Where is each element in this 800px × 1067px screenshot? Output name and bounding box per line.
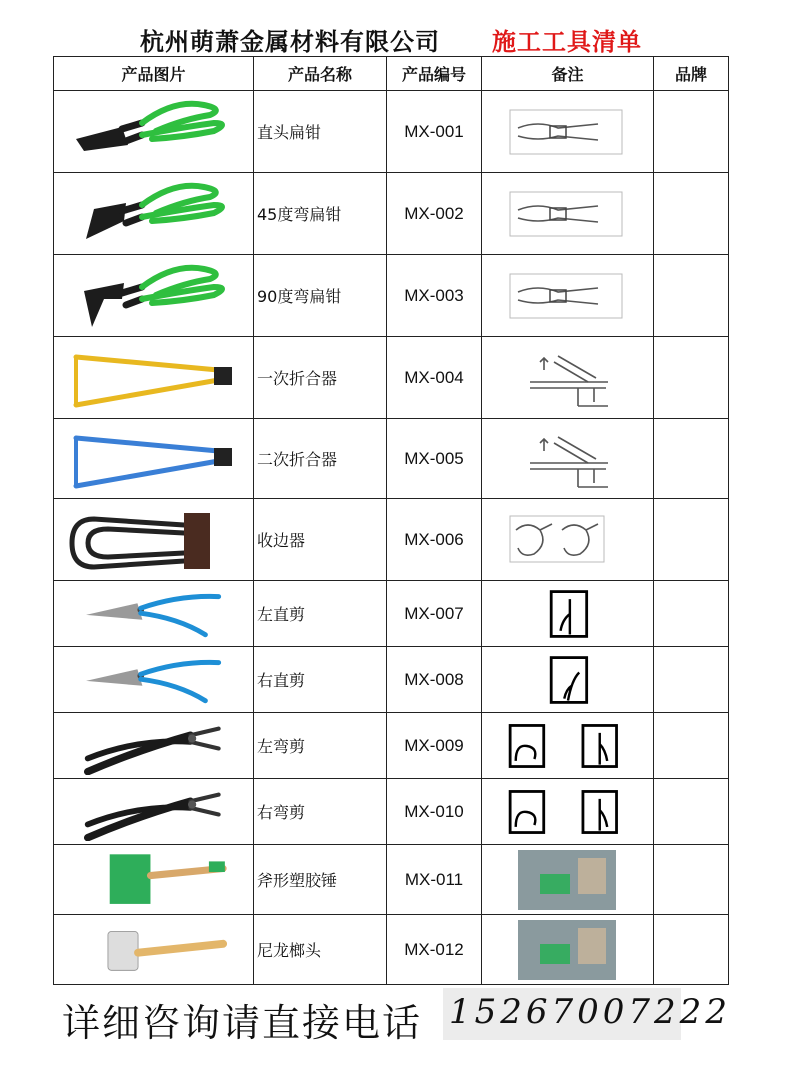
product-image-cell	[54, 337, 254, 419]
hammer-usage-photo-icon	[488, 920, 648, 980]
product-name: 左弯剪	[257, 737, 306, 756]
brand-cell	[654, 91, 729, 173]
product-name-cell	[254, 915, 387, 985]
product-name: 左直剪	[257, 605, 306, 624]
product-code: MX-011	[404, 869, 464, 889]
column-header-brand: 品牌	[654, 57, 729, 91]
left-curved-shears-icon	[64, 717, 244, 775]
brand-cell	[654, 713, 729, 779]
note-cell	[482, 173, 654, 255]
tool-list-table	[53, 56, 729, 985]
contact-text: 详细咨询请直接电话	[62, 1001, 423, 1045]
product-code-cell	[387, 91, 482, 173]
brand-cell	[654, 499, 729, 581]
right-straight-snips-icon	[64, 651, 244, 709]
phone-number: 15267007222	[449, 992, 731, 1032]
brand-cell	[654, 915, 729, 985]
product-code: MX-004	[404, 367, 464, 387]
product-name-cell	[254, 845, 387, 915]
product-image-cell	[54, 91, 254, 173]
document-header	[0, 22, 800, 58]
note-cell	[482, 419, 654, 499]
product-code: MX-009	[404, 735, 464, 755]
product-name-cell	[254, 581, 387, 647]
product-name-cell	[254, 647, 387, 713]
product-name: 收边器	[257, 531, 306, 550]
table-row	[54, 647, 729, 713]
bent-45-flat-pliers-icon	[64, 177, 244, 251]
product-code-cell	[387, 337, 482, 419]
brand-cell	[654, 647, 729, 713]
right-cut-diagram-icon	[488, 652, 648, 708]
brand-cell	[654, 845, 729, 915]
product-image-cell	[54, 581, 254, 647]
brand-cell	[654, 173, 729, 255]
product-name: 尼龙榔头	[257, 941, 322, 960]
table-row	[54, 337, 729, 419]
note-cell	[482, 499, 654, 581]
product-code-cell	[387, 713, 482, 779]
product-code-cell	[387, 499, 482, 581]
second-folder-tool-icon	[64, 423, 244, 495]
product-image-cell	[54, 845, 254, 915]
product-name-cell	[254, 779, 387, 845]
product-code: MX-003	[404, 285, 464, 305]
product-code: MX-005	[404, 448, 464, 468]
column-header-image: 产品图片	[54, 57, 254, 91]
product-image-cell	[54, 779, 254, 845]
product-name: 右直剪	[257, 671, 306, 690]
note-cell	[482, 713, 654, 779]
seam-diagram-icon	[488, 260, 648, 332]
brand-cell	[654, 581, 729, 647]
product-code-cell	[387, 915, 482, 985]
column-header-name: 产品名称	[254, 57, 387, 91]
first-folder-tool-icon	[64, 341, 244, 415]
product-name-cell	[254, 337, 387, 419]
table-row	[54, 713, 729, 779]
product-code-cell	[387, 647, 482, 713]
table-body	[54, 91, 729, 985]
table-row	[54, 91, 729, 173]
product-code: MX-007	[404, 603, 464, 623]
bent-90-flat-pliers-icon	[64, 259, 244, 333]
hook-profile-diagram-icon	[488, 504, 648, 576]
company-name: 杭州萌萧金属材料有限公司	[140, 28, 440, 56]
product-image-cell	[54, 499, 254, 581]
note-cell	[482, 337, 654, 419]
document-title: 施工工具清单	[492, 28, 642, 56]
product-image-cell	[54, 915, 254, 985]
product-code-cell	[387, 255, 482, 337]
brand-cell	[654, 337, 729, 419]
product-name: 右弯剪	[257, 803, 306, 822]
table-row	[54, 255, 729, 337]
table-header-row	[54, 57, 729, 91]
nylon-hammer-icon	[64, 919, 244, 981]
seam-diagram-icon	[488, 178, 648, 250]
note-cell	[482, 779, 654, 845]
table-row	[54, 173, 729, 255]
product-image-cell	[54, 255, 254, 337]
product-name: 二次折合器	[257, 450, 338, 469]
edge-trimmer-tool-icon	[64, 503, 244, 577]
product-code-cell	[387, 845, 482, 915]
note-cell	[482, 91, 654, 173]
plastic-mallet-icon	[64, 849, 244, 911]
product-code-cell	[387, 581, 482, 647]
left-straight-snips-icon	[64, 585, 244, 643]
table-row	[54, 419, 729, 499]
product-name-cell	[254, 255, 387, 337]
second-fold-diagram-icon	[488, 424, 648, 494]
product-image-cell	[54, 647, 254, 713]
product-name: 90度弯扁钳	[257, 287, 342, 306]
mallet-usage-photo-icon	[488, 850, 648, 910]
table-row	[54, 915, 729, 985]
product-code: MX-012	[404, 939, 464, 959]
note-cell	[482, 581, 654, 647]
product-name-cell	[254, 713, 387, 779]
brand-cell	[654, 419, 729, 499]
product-name-cell	[254, 499, 387, 581]
product-code: MX-010	[404, 801, 464, 821]
fold-profile-diagram-icon	[488, 342, 648, 414]
product-code-cell	[387, 173, 482, 255]
note-cell	[482, 845, 654, 915]
table-row	[54, 581, 729, 647]
product-name-cell	[254, 419, 387, 499]
note-cell	[482, 647, 654, 713]
flat-seam-diagram-icon	[488, 96, 648, 168]
straight-flat-pliers-icon	[64, 95, 244, 169]
product-name: 45度弯扁钳	[257, 205, 342, 224]
phone-number-box	[443, 988, 731, 1040]
brand-cell	[654, 779, 729, 845]
note-cell	[482, 255, 654, 337]
product-image-cell	[54, 173, 254, 255]
product-code: MX-006	[404, 529, 464, 549]
product-name: 直头扁钳	[257, 123, 322, 142]
product-code: MX-002	[404, 203, 464, 223]
curve-cut-diagram-icon	[488, 784, 648, 840]
product-code-cell	[387, 419, 482, 499]
product-name: 斧形塑胶锤	[257, 871, 338, 890]
table-row	[54, 499, 729, 581]
brand-cell	[654, 255, 729, 337]
product-code-cell	[387, 779, 482, 845]
product-code: MX-001	[404, 121, 464, 141]
product-image-cell	[54, 713, 254, 779]
left-cut-diagram-icon	[488, 586, 648, 642]
column-header-code: 产品编号	[387, 57, 482, 91]
product-image-cell	[54, 419, 254, 499]
curve-cut-diagram-icon	[488, 718, 648, 774]
right-curved-shears-icon	[64, 783, 244, 841]
product-name-cell	[254, 91, 387, 173]
table-row	[54, 845, 729, 915]
product-name-cell	[254, 173, 387, 255]
column-header-note: 备注	[482, 57, 654, 91]
table-row	[54, 779, 729, 845]
product-name: 一次折合器	[257, 369, 338, 388]
note-cell	[482, 915, 654, 985]
product-code: MX-008	[404, 669, 464, 689]
